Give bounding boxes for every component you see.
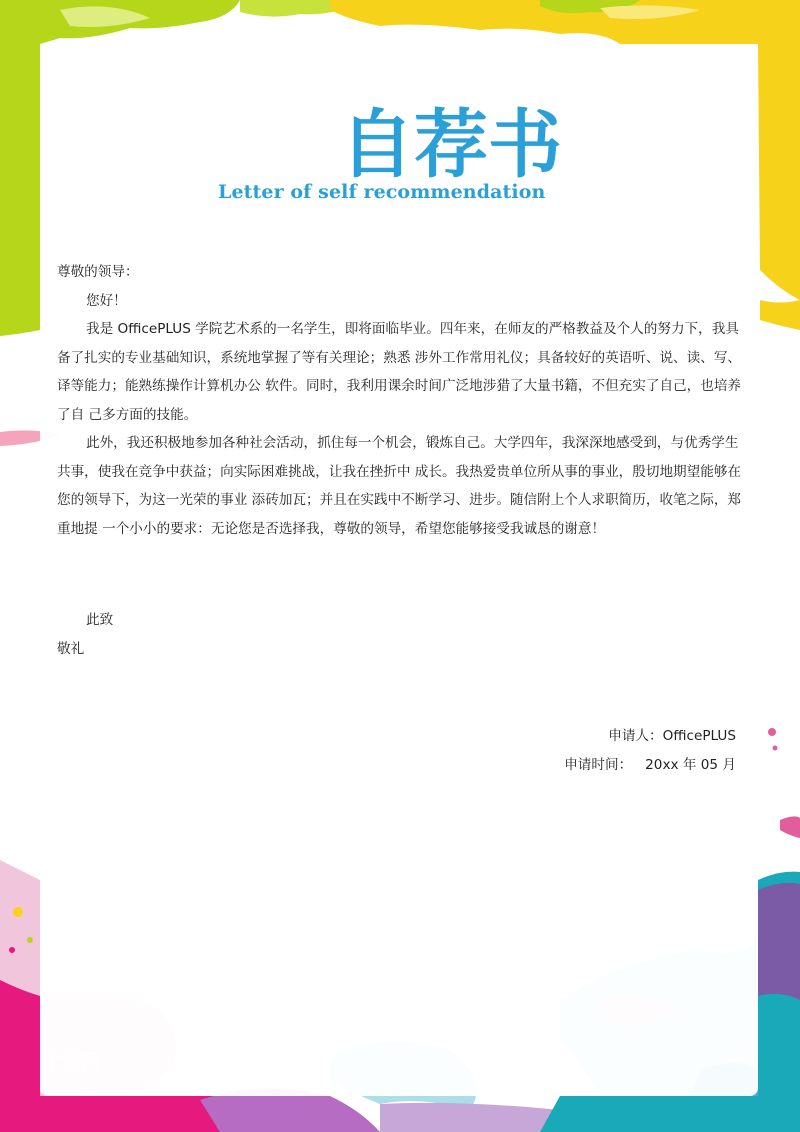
signature-block: [564, 722, 736, 780]
letter-body: [57, 258, 747, 543]
date-line: 申请时间： 20xx 年 05 月: [564, 757, 736, 773]
title-english: Letter of self recommendation: [218, 181, 546, 203]
letter-paragraph-2: 此外，我还积极地参加各种社会活动，抓住每一个机会，锻炼自己。大学四年，我深深地感受到，与优秀学生共事，使我在竞争中获益；向实际困难挑战，让我在挫折中 成长。我热爱贵单位所从事的事业，殷切地期望能够在您的领导下，为这一光荣的事业 添砖加瓦；并且在实践中不断学习、进步。随信附上个人求职简历，收笔之际，郑重地提 一个小小的要求：无论您是否选择我，尊敬的领导，希望您能够接受我诚恳的谢意！: [57, 435, 742, 537]
brand-logo: [40, 1040, 120, 1086]
logo-text: 个简历: [42, 1049, 102, 1073]
letter-closing-2: 敬礼: [57, 641, 85, 657]
letter-hello: 您好！: [86, 292, 127, 309]
letter-paragraph-1: 我是 OfficePLUS 学院艺术系的一名学生，即将面临毕业。四年来，在师友的严格教益及个人的努力下，我具备了扎实的专业基础知识，系统地掌握了等有关理论；熟悉 涉外工作常用礼仪；具备较好的英语听、说、读、写、译等能力；能熟练操作计算机办公 软件。同时，我利用课余时间广泛地涉猎了大量书籍，不但充实了自己，也培养了自 己多方面的技能。: [57, 321, 742, 423]
letter-closing-1: 此致: [86, 612, 114, 628]
letter-greeting: 尊敬的领导：: [57, 264, 139, 280]
applicant-line: 申请人：OfficePLUS: [608, 728, 736, 744]
title-cn-text: 自荐书: [340, 102, 562, 188]
